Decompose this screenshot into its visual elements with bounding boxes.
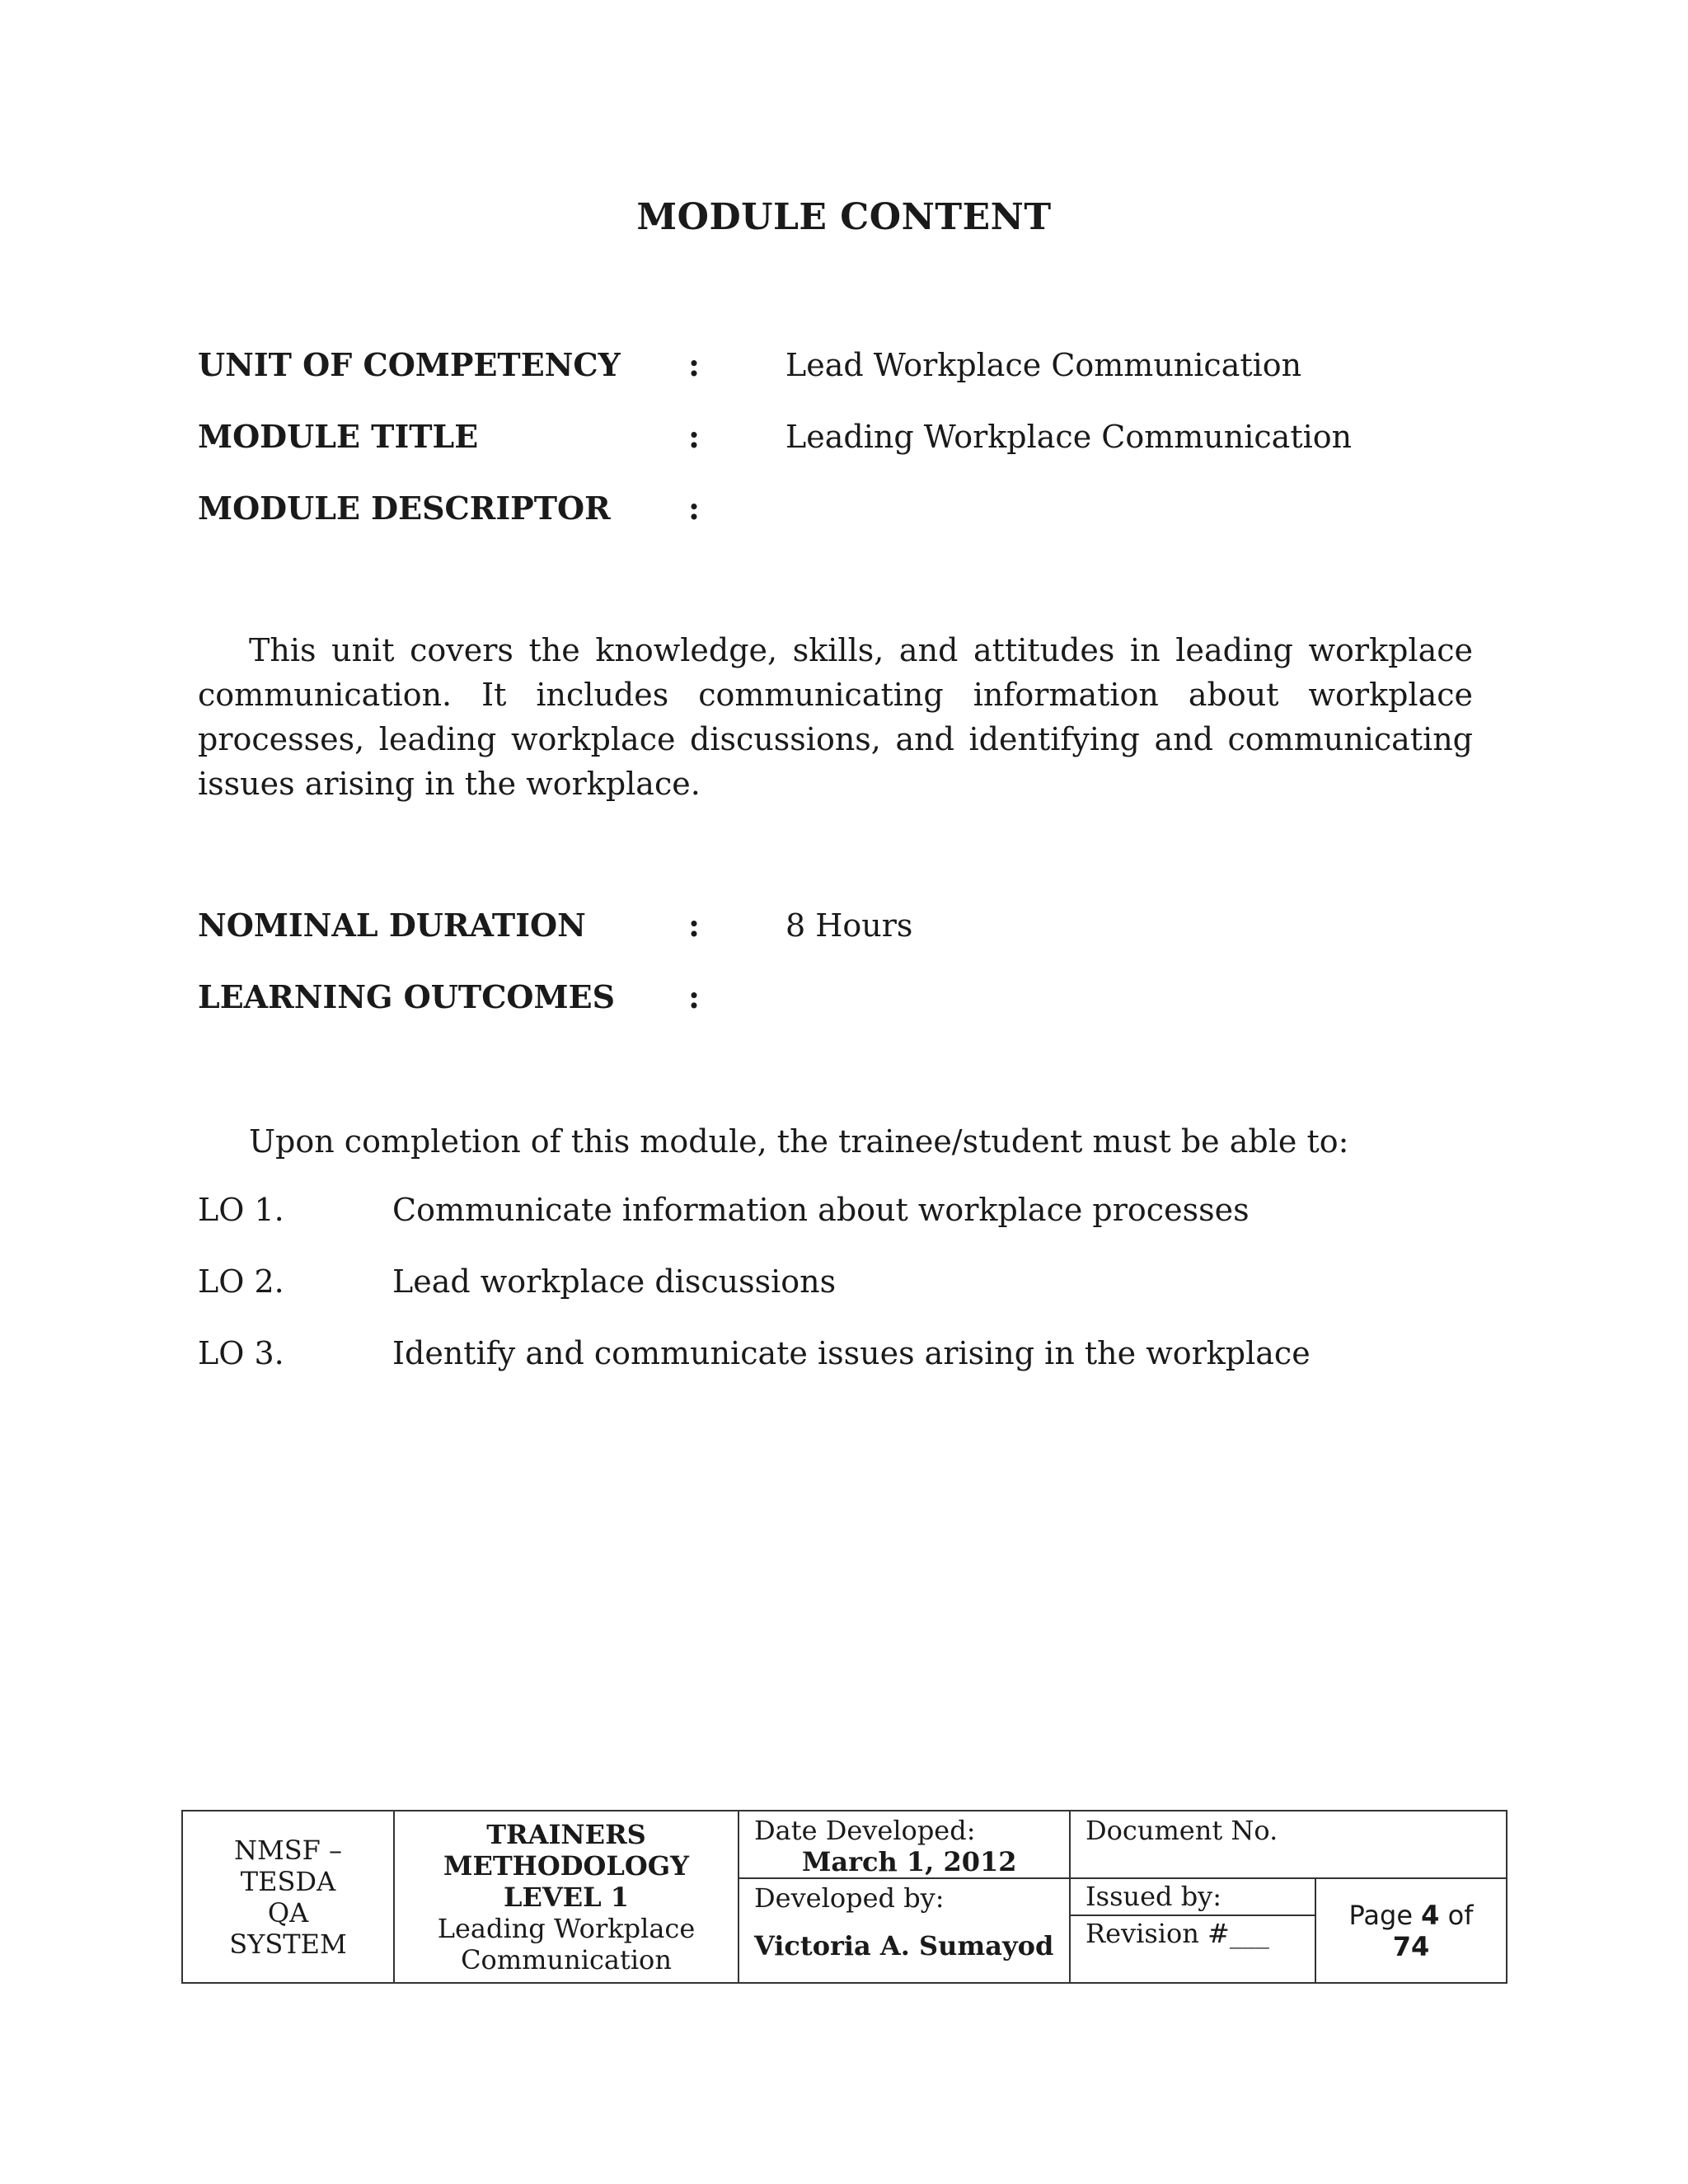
footer-page-current: 4 [1421,1899,1440,1931]
footer-issued-cell [1070,1878,1315,1915]
outcomes-intro-text: Upon completion of this module, the trainee/student must be able to: [249,1123,1349,1160]
module-descriptor-label: MODULE DESCRIPTOR [198,490,611,527]
footer-org-line: NMSF – [233,1834,343,1866]
footer-document-cell [1070,1811,1507,1878]
learning-outcome-number: LO 1. [198,1192,284,1228]
footer-org-cell [182,1811,394,1983]
footer-revision-cell [1070,1915,1315,1983]
module-descriptor-text: This unit covers the knowledge, skills, and attitudes in leading workplace communication. It includes communicating information about workplace processes, leading workplace discussions, and identifying and communicating issues arising in the workplace. [198,632,1473,802]
colon: : [688,490,701,527]
footer-org-line: TESDA [240,1865,336,1897]
module-descriptor-paragraph [198,628,1473,806]
footer-page-of: of [1447,1899,1474,1931]
outcomes-intro [198,1119,1473,1164]
footer-course-cell [394,1811,738,1983]
footer-developed-value: Victoria A. Sumayod [754,1930,1054,1961]
footer-course-subline: Communication [461,1943,672,1975]
colon: : [688,418,701,455]
page-title: MODULE CONTENT [636,196,1052,238]
footer-issued-label: Issued by: [1085,1881,1222,1912]
footer-page-total: 74 [1392,1930,1430,1962]
colon: : [688,978,701,1015]
footer-developed-cell [738,1878,1070,1983]
learning-outcomes-label: LEARNING OUTCOMES [198,978,616,1015]
footer-revision-label: Revision #___ [1085,1918,1269,1949]
document-footer-table [181,1810,1507,1984]
footer-course-line: TRAINERS [486,1818,646,1850]
module-title-value: Leading Workplace Communication [785,419,1353,455]
learning-outcome-text: Identify and communicate issues arising in the workplace [392,1335,1311,1371]
footer-course-line: METHODOLOGY [443,1849,689,1882]
learning-outcome-text: Communicate information about workplace processes [392,1192,1250,1228]
module-title-label: MODULE TITLE [198,418,479,455]
footer-page-prefix: Page [1348,1899,1413,1931]
nominal-duration-label: NOMINAL DURATION [198,907,586,944]
footer-page-cell [1315,1878,1507,1983]
unit-of-competency-value: Lead Workplace Communication [785,347,1302,383]
nominal-duration-value: 8 Hours [785,907,913,944]
colon: : [688,346,701,383]
colon: : [688,907,701,944]
unit-of-competency-label: UNIT OF COMPETENCY [198,346,621,383]
footer-developed-label: Developed by: [754,1882,945,1914]
learning-outcome-text: Lead workplace discussions [392,1263,837,1300]
footer-date-label: Date Developed: [754,1815,976,1846]
learning-outcome-number: LO 3. [198,1335,284,1371]
footer-date-value: March 1, 2012 [802,1846,1017,1877]
footer-course-line: LEVEL 1 [503,1881,629,1913]
footer-org-line: SYSTEM [229,1928,347,1960]
footer-date-cell [738,1811,1070,1878]
footer-course-subline: Leading Workplace [437,1912,696,1944]
learning-outcome-number: LO 2. [198,1263,284,1300]
footer-org-line: QA [267,1896,309,1929]
footer-document-label: Document No. [1085,1815,1278,1846]
